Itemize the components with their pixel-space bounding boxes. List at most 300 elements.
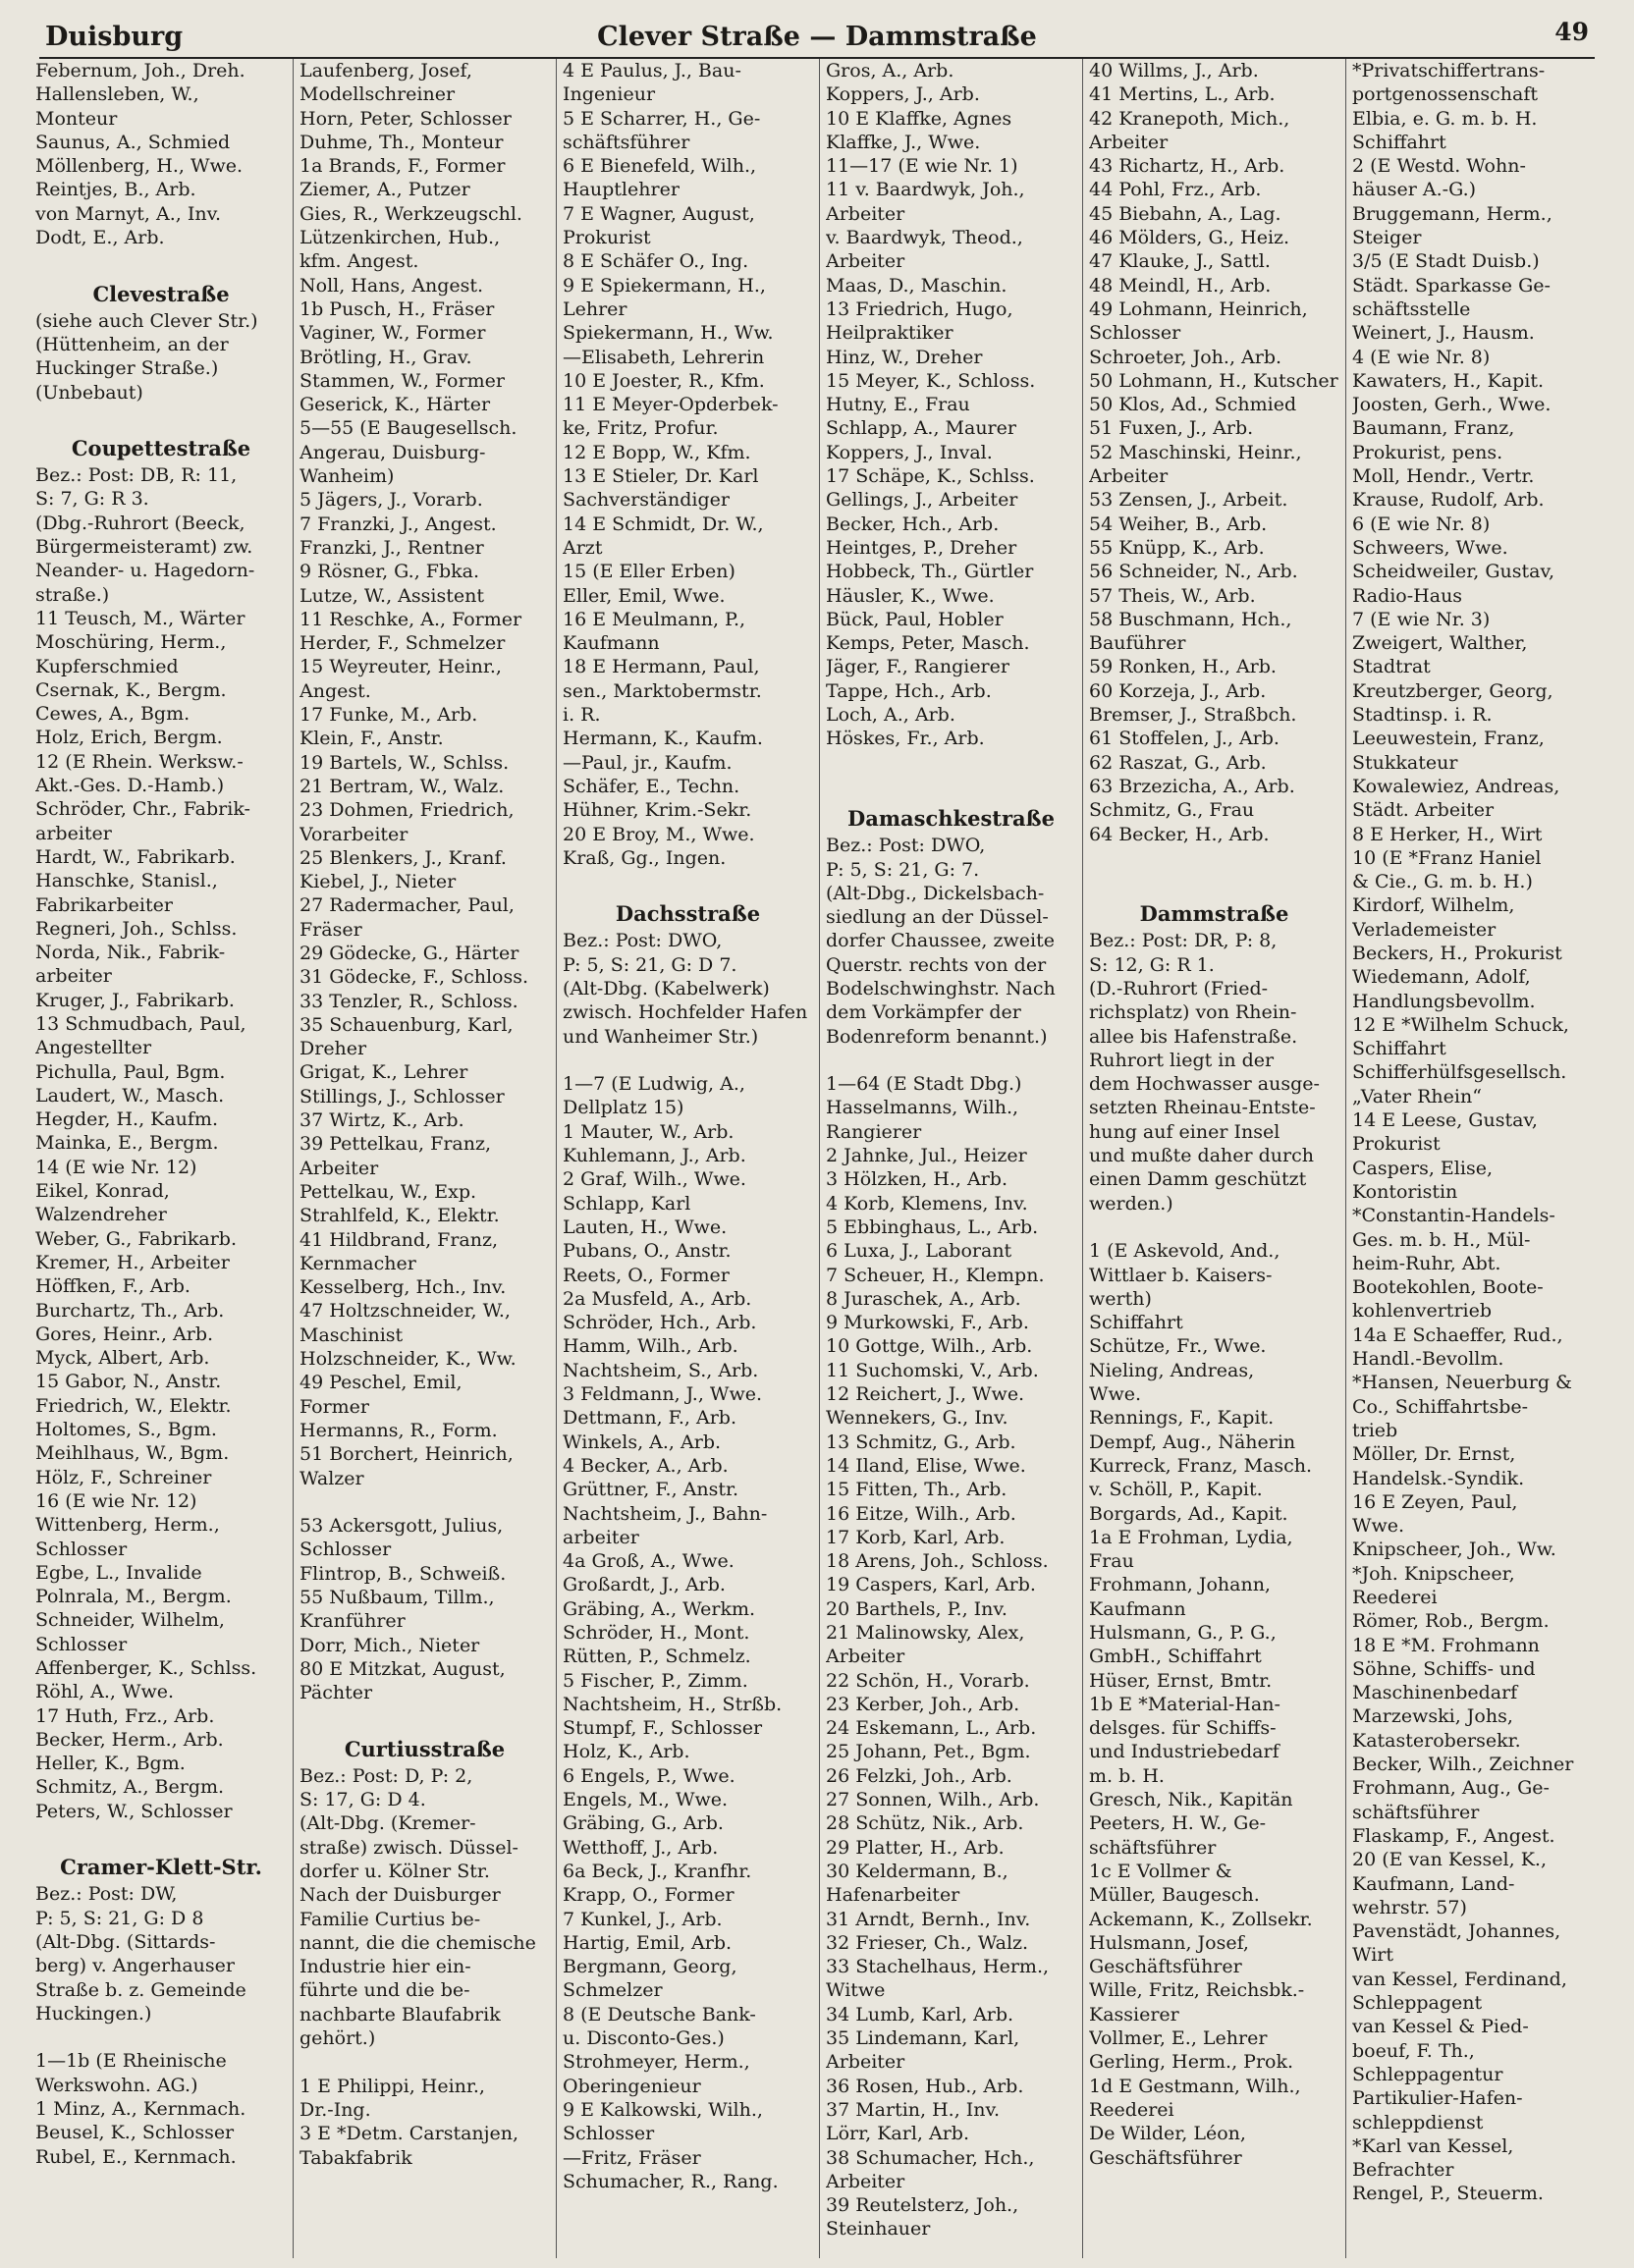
directory-entry: hung auf einer Insel (1089, 1120, 1280, 1143)
directory-entry: Dr.-Ing. (300, 2098, 371, 2121)
directory-entry: 11 E Meyer-Opderbek- (563, 394, 779, 416)
directory-entry: Zweigert, Walther, (1352, 632, 1528, 655)
directory-entry: 15 (E Eller Erben) (563, 561, 735, 583)
directory-entry: Möller, Dr. Ernst, (1352, 1443, 1516, 1466)
directory-entry: 15 Weyreuter, Heinr., (300, 656, 502, 678)
directory-entry: Walzer (300, 1467, 364, 1489)
directory-entry: Brötling, H., Grav. (300, 346, 472, 368)
directory-entry: 8 Juraschek, A., Arb. (826, 1287, 1021, 1310)
directory-entry: van Kessel & Pied- (1352, 2016, 1529, 2038)
spacer (1089, 870, 1339, 893)
column-5 (1082, 59, 1345, 2258)
spacer (826, 1049, 1076, 1072)
directory-entry: Schlosser (35, 1633, 128, 1655)
directory-entry: 54 Weiher, B., Arb. (1089, 513, 1268, 535)
directory-entry: Vorarbeiter (300, 823, 408, 845)
directory-entry: Beusel, K., Schlosser (35, 2122, 235, 2144)
directory-entry: Huckingen.) (35, 2002, 152, 2025)
directory-entry: 1 Mauter, W., Arb. (563, 1120, 735, 1143)
directory-entry: Dodt, E., Arb. (35, 227, 165, 249)
directory-entry: 64 Becker, H., Arb. (1089, 823, 1270, 845)
directory-entry: P: 5, S: 21, G: 7. (826, 858, 980, 881)
directory-entry: Leeuwestein, Franz, (1352, 728, 1545, 750)
directory-entry: Angestellter (35, 1037, 152, 1059)
directory-entry: 16 E Zeyen, Paul, (1352, 1490, 1518, 1513)
street-heading: Coupettestraße (71, 436, 251, 461)
directory-entry: 59 Ronken, H., Arb. (1089, 656, 1277, 678)
directory-entry: 5 E Scharrer, H., Ge- (563, 107, 761, 130)
directory-entry: i. R. (563, 704, 601, 727)
directory-entry: Kranführer (300, 1610, 406, 1633)
directory-entry: Hutny, E., Frau (826, 394, 970, 416)
directory-entry: 12 E Bopp, W., Kfm. (563, 441, 751, 463)
directory-entry: 56 Schneider, N., Arb. (1089, 561, 1298, 583)
directory-entry: 27 Radermacher, Paul, (300, 894, 515, 917)
directory-entry: Arbeiter (826, 2051, 905, 2074)
directory-entry: 13 Schmitz, G., Arb. (826, 1431, 1016, 1453)
spacer (35, 2025, 287, 2049)
directory-entry: Reederei (1352, 1587, 1438, 1608)
directory-entry: Marzewski, Johs, (1352, 1705, 1513, 1728)
directory-entry: Arbeiter (300, 1157, 379, 1179)
directory-entry: 19 Bartels, W., Schlss. (300, 751, 510, 774)
directory-entry: —Fritz, Fräser (563, 2146, 701, 2169)
directory-entry: 4a Groß, A., Wwe. (563, 1550, 735, 1573)
directory-entry: 4 (E wie Nr. 8) (1352, 346, 1491, 368)
directory-entry: Befrachter (1352, 2159, 1454, 2182)
directory-entry: 10 E Klaffke, Agnes (826, 107, 1012, 130)
directory-entry: 55 Knüpp, K., Arb. (1089, 536, 1265, 559)
directory-entry: Schlapp, Karl (563, 1192, 691, 1215)
directory-entry: Hegder, H., Kaufm. (35, 1108, 218, 1131)
directory-entry: 15 Fitten, Th., Arb. (826, 1479, 1008, 1501)
directory-entry: —Elisabeth, Lehrerin (563, 346, 765, 368)
directory-entry: Ziemer, A., Putzer (300, 179, 470, 201)
directory-entry: richsplatz) von Rhein- (1089, 1001, 1297, 1024)
directory-entry: Gros, A., Arb. (826, 60, 954, 81)
directory-entry: sen., Marktobermstr. (563, 679, 762, 702)
directory-entry: Hardt, W., Fabrikarb. (35, 845, 236, 868)
directory-entry: 5—55 (E Baugesellsch. (300, 417, 517, 440)
directory-entry: Steiger (1352, 227, 1422, 249)
directory-entry: Becker, Wilh., Zeichner (1352, 1754, 1574, 1776)
directory-entry: Straße b. z. Gemeinde (35, 1978, 246, 2001)
directory-entry: Huckinger Straße.) (35, 357, 219, 380)
directory-entry: Heilpraktiker (826, 322, 953, 345)
directory-entry: 9 E Kalkowski, Wilh., (563, 2098, 763, 2121)
directory-entry: Krapp, O., Former (563, 1884, 735, 1907)
directory-entry: Hallensleben, W., (35, 83, 199, 106)
directory-entry: Ackemann, K., Zollsekr. (1089, 1908, 1313, 1930)
spacer (35, 1823, 287, 1847)
page-header (39, 18, 1595, 59)
directory-entry: 18 E Hermann, Paul, (563, 656, 760, 678)
directory-entry: Hobbeck, Th., Gürtler (826, 561, 1034, 583)
directory-entry: Duhme, Th., Monteur (300, 131, 504, 153)
directory-entry: (Alt-Dbg. (Sittards- (35, 1930, 216, 1953)
directory-entry: straße) zwisch. Düssel- (300, 1836, 518, 1859)
directory-entry: 1a Brands, F., Former (300, 155, 506, 178)
directory-entry: Scheidweiler, Gustav, (1352, 561, 1555, 583)
column-4 (819, 59, 1082, 2258)
directory-entry: 2 Jahnke, Jul., Heizer (826, 1145, 1027, 1167)
directory-entry: 23 Kerber, Joh., Arb. (826, 1693, 1020, 1715)
directory-entry: S: 7, G: R 3. (35, 488, 149, 511)
directory-entry: Schäfer, E., Techn. (563, 775, 740, 797)
directory-entry: arbeiter (563, 1526, 639, 1548)
directory-entry: Monteur (35, 107, 118, 130)
directory-entry: 4 E Paulus, J., Bau- (563, 60, 741, 81)
directory-entry: (Hüttenheim, an der (35, 333, 229, 355)
directory-entry: Dettmann, F., Arb. (563, 1407, 736, 1430)
directory-entry: 35 Lindemann, Karl, (826, 2027, 1020, 2050)
directory-entry: Frau (1089, 1550, 1134, 1573)
directory-entry: 49 Lohmann, Heinrich, (1089, 297, 1308, 320)
directory-entry: Winkels, A., Arb. (563, 1431, 722, 1453)
directory-entry: 34 Lumb, Karl, Arb. (826, 2003, 1014, 2025)
directory-entry: und Wanheimer Str.) (563, 1025, 759, 1048)
directory-entry: (Unbebaut) (35, 381, 143, 404)
directory-entry: Gräbing, G., Arb. (563, 1812, 724, 1835)
directory-entry: Schütze, Fr., Wwe. (1089, 1335, 1267, 1358)
directory-entry: 14 E Leese, Gustav, (1352, 1109, 1538, 1132)
directory-entry: 17 Schäpe, K., Schlss. (826, 465, 1035, 488)
directory-entry: 6 Luxa, J., Laborant (826, 1240, 1012, 1263)
directory-entry: Stammen, W., Former (300, 369, 505, 392)
directory-entry: 47 Holtzschneider, W., (300, 1300, 511, 1323)
directory-entry: 5 Jägers, J., Vorarb. (300, 489, 483, 512)
directory-entry: Egbe, L., Invalide (35, 1561, 202, 1584)
directory-entry: 10 (E *Franz Haniel (1352, 846, 1542, 869)
directory-entry: Schmitz, G., Frau (1089, 799, 1255, 822)
directory-entry: Eikel, Konrad, (35, 1180, 170, 1203)
street-heading: Dammstraße (1139, 901, 1289, 927)
directory-entry: heim-Ruhr, Abt. (1352, 1252, 1501, 1274)
directory-entry: Hauptlehrer (563, 179, 680, 201)
directory-entry: 9 Murkowski, F., Arb. (826, 1312, 1029, 1334)
directory-entry: setzten Rheinau-Entste- (1089, 1097, 1316, 1119)
directory-entry: 25 Johann, Pet., Bgm. (826, 1741, 1031, 1763)
directory-entry: Röhl, A., Wwe. (35, 1681, 175, 1703)
directory-entry: Bez.: Post: DB, R: 11, (35, 464, 238, 487)
directory-entry: Noll, Hans, Angest. (300, 274, 484, 297)
directory-entry: Heintges, P., Dreher (826, 536, 1017, 559)
directory-entry: (D.-Ruhrort (Fried- (1089, 977, 1269, 999)
directory-entry: 12 Reichert, J., Wwe. (826, 1383, 1025, 1406)
directory-entry: Tappe, Hch., Arb. (826, 679, 992, 702)
directory-entry: Kemps, Peter, Masch. (826, 632, 1030, 655)
directory-entry: Schroeter, Joh., Arb. (1089, 346, 1282, 368)
spacer (826, 751, 1076, 775)
page-number: 49 (1554, 18, 1589, 46)
directory-entry: 47 Klauke, J., Sattl. (1089, 250, 1271, 273)
directory-entry: Peters, W., Schlosser (35, 1800, 233, 1822)
directory-entry: 31 Arndt, Bernh., Inv. (826, 1908, 1031, 1930)
directory-entry: 3 Feldmann, J., Wwe. (563, 1383, 762, 1406)
directory-entry: Radio-Haus (1352, 584, 1463, 607)
directory-entry: zwisch. Hochfelder Hafen (563, 1001, 808, 1024)
spacer (300, 2050, 550, 2074)
directory-entry: Höffken, F., Arb. (35, 1275, 191, 1298)
directory-entry: 27 Sonnen, Wilh., Arb. (826, 1789, 1040, 1811)
directory-entry: Gores, Heinr., Arb. (35, 1323, 214, 1345)
directory-entry: wehrstr. 57) (1352, 1896, 1467, 1918)
directory-entry: (Alt-Dbg. (Kabelwerk) (563, 977, 770, 999)
street-heading: Clevestraße (92, 281, 230, 306)
directory-entry: Friedrich, W., Elektr. (35, 1394, 232, 1417)
directory-entry: Gräbing, A., Werkm. (563, 1597, 756, 1620)
directory-entry: Kremer, H., Arbeiter (35, 1251, 230, 1273)
directory-entry: 44 Pohl, Frz., Arb. (1089, 179, 1262, 201)
header-street-range: Clever Straße — Dammstraße (597, 22, 1037, 52)
directory-entry: Schlosser (1089, 322, 1181, 345)
directory-entry: Kiebel, J., Nieter (300, 871, 457, 893)
directory-entry: 11—17 (E wie Nr. 1) (826, 155, 1018, 178)
directory-entry: Wanheim) (300, 465, 395, 488)
column-3 (556, 59, 819, 2258)
directory-entry: berg) v. Angerhauser (35, 1955, 235, 1977)
directory-entry: Hulsmann, G., P. G., (1089, 1622, 1277, 1644)
directory-entry: Borgards, Ad., Kapit. (1089, 1502, 1288, 1525)
directory-entry: 13 Friedrich, Hugo, (826, 297, 1013, 320)
directory-entry: schäftsführer (1352, 1801, 1480, 1823)
directory-entry: Bremser, J., Straßbch. (1089, 704, 1297, 727)
directory-entry: Arbeiter (826, 202, 905, 225)
directory-entry: Römer, Rob., Bergm. (1352, 1610, 1550, 1633)
spacer (300, 1704, 550, 1728)
directory-entry: Angest. (300, 679, 371, 702)
directory-entry: 2 (E Westd. Wohn- (1352, 155, 1526, 178)
directory-entry: 53 Zensen, J., Arbeit. (1089, 489, 1288, 512)
directory-entry: 26 Felzki, Joh., Arb. (826, 1764, 1012, 1787)
directory-entry: 11 Teusch, M., Wärter (35, 607, 245, 629)
directory-entry: 11 v. Baardwyk, Joh., (826, 179, 1025, 201)
directory-entry: 3 Hölzken, H., Arb. (826, 1168, 1008, 1191)
directory-entry: 39 Pettelkau, Franz, (300, 1133, 492, 1156)
directory-entry: portgenossenschaft (1352, 83, 1539, 106)
directory-entry: Frohmann, Aug., Ge- (1352, 1777, 1550, 1800)
directory-entry: Akt.-Ges. D.-Hamb.) (35, 775, 225, 797)
directory-entry: 7 Scheuer, H., Klempn. (826, 1264, 1045, 1286)
directory-entry: Flintrop, B., Schweiß. (300, 1562, 507, 1585)
directory-entry: 1 (E Askevold, And., (1089, 1240, 1280, 1263)
directory-entry: Kuhlemann, J., Arb. (563, 1145, 746, 1167)
directory-entry: 57 Theis, W., Arb. (1089, 584, 1256, 607)
directory-entry: Nach der Duisburger (300, 1884, 501, 1907)
street-heading: Dachsstraße (615, 901, 761, 927)
directory-entry: Klein, F., Anstr. (300, 728, 444, 750)
directory-entry: Kassierer (1089, 2003, 1179, 2025)
directory-entry: 50 Klos, Ad., Schmied (1089, 394, 1297, 416)
directory-entry: Wwe. (1352, 1515, 1405, 1538)
directory-entry: Kurreck, Franz, Masch. (1089, 1454, 1313, 1477)
directory-entry: trieb (1352, 1419, 1398, 1441)
directory-entry: 31 Gödecke, F., Schloss. (300, 966, 529, 989)
directory-entry: Elbia, e. G. m. b. H. (1352, 107, 1538, 130)
directory-entry: Kowalewiez, Andreas, (1352, 775, 1560, 797)
directory-entry: schäftsführer (563, 131, 690, 153)
directory-entry: De Wilder, Léon, (1089, 2123, 1246, 2145)
directory-entry: Fräser (300, 918, 362, 941)
directory-entry: Bauführer (1089, 632, 1186, 655)
directory-entry: 3/5 (E Stadt Duisb.) (1352, 250, 1540, 273)
directory-entry: Kawaters, H., Kapit. (1352, 369, 1545, 392)
directory-entry: Rubel, E., Kernmach. (35, 2145, 237, 2168)
directory-entry: Schmelzer (563, 1979, 663, 2002)
spacer (563, 1049, 813, 1072)
directory-entry: dorfer u. Kölner Str. (300, 1860, 490, 1882)
directory-entry: 41 Mertins, L., Arb. (1089, 83, 1276, 106)
directory-entry: 21 Bertram, W., Walz. (300, 775, 505, 797)
directory-entry: Mainka, E., Bergm. (35, 1132, 219, 1155)
directory-entry: Großardt, J., Arb. (563, 1574, 726, 1596)
directory-entry: *Joh. Knipscheer, (1352, 1562, 1515, 1585)
directory-entry: 18 Arens, Joh., Schloss. (826, 1550, 1049, 1573)
directory-entry: Gerling, Herm., Prok. (1089, 2051, 1294, 2074)
directory-entry: Schmitz, A., Bergm. (35, 1776, 225, 1799)
directory-entry: Laufenberg, Josef, (300, 60, 472, 81)
directory-entry: 41 Hildbrand, Franz, (300, 1228, 499, 1251)
directory-entry: *Karl van Kessel, (1352, 2134, 1514, 2157)
directory-entry: Hermann, K., Kaufm. (563, 728, 763, 750)
directory-entry: Pettelkau, W., Exp. (300, 1180, 477, 1203)
directory-entry: 14a E Schaeffer, Rud., (1352, 1323, 1563, 1346)
directory-entry: Wwe. (1089, 1383, 1142, 1406)
directory-entry: 18 E *M. Frohmann (1352, 1634, 1540, 1656)
directory-entry: Bootekohlen, Boote- (1352, 1276, 1544, 1299)
directory-entry: 63 Brzezicha, A., Arb. (1089, 775, 1295, 797)
directory-entry: einen Damm geschützt (1089, 1168, 1307, 1191)
directory-entry: Beckers, H., Prokurist (1352, 942, 1562, 964)
directory-entry: nachbarte Blaufabrik (300, 2003, 501, 2025)
directory-entry: Ruhrort liegt in der (1089, 1049, 1275, 1071)
directory-entry: Nachtsheim, J., Bahn- (563, 1502, 768, 1525)
directory-entry: 15 Meyer, K., Schloss. (826, 369, 1036, 392)
directory-entry: Möllenberg, H., Wwe. (35, 155, 244, 178)
directory-entry: 1 Minz, A., Kernmach. (35, 2098, 246, 2121)
directory-entry: Stillings, J., Schlosser (300, 1085, 505, 1107)
directory-entry: Cewes, A., Bgm. (35, 703, 191, 726)
directory-entry: 1c E Vollmer & (1089, 1860, 1232, 1882)
directory-entry: Eller, Emil, Wwe. (563, 584, 726, 607)
directory-entry: P: 5, S: 21, G: D 7. (563, 953, 737, 976)
directory-entry: 8 E Schäfer O., Ing. (563, 250, 749, 273)
directory-entry: Pubans, O., Anstr. (563, 1240, 732, 1263)
directory-entry: *Privatschiffertrans- (1352, 60, 1546, 81)
directory-entry: *Hansen, Neuerburg & (1352, 1372, 1572, 1394)
directory-entry: Schlosser (35, 1538, 128, 1560)
directory-entry: Kaufmann (563, 632, 660, 655)
directory-entry: Herder, F., Schmelzer (300, 632, 506, 655)
directory-entry: Heller, K., Bgm. (35, 1753, 186, 1775)
directory-entry: Kaufmann, Land- (1352, 1872, 1515, 1895)
directory-entry: Bez.: Post: D, P: 2, (300, 1764, 473, 1787)
spacer (1089, 1215, 1339, 1239)
directory-entry: 29 Platter, H., Arb. (826, 1836, 1005, 1859)
directory-entry: 37 Martin, H., Inv. (826, 2098, 1001, 2121)
directory-entry: Jäger, F., Rangierer (826, 656, 1009, 678)
directory-entry: Hermanns, R., Form. (300, 1419, 498, 1441)
directory-entry: Rütten, P., Schmelz. (563, 1646, 751, 1668)
directory-entry: Querstr. rechts von der (826, 953, 1047, 976)
directory-entry: Polnrala, M., Bergm. (35, 1586, 232, 1608)
directory-entry: Bodenreform benannt.) (826, 1025, 1048, 1048)
directory-entry: Geschäftsführer (1089, 1956, 1242, 1978)
directory-columns (29, 59, 1610, 2258)
directory-entry: 37 Wirtz, K., Arb. (300, 1109, 464, 1132)
directory-entry: Krause, Rudolf, Arb. (1352, 489, 1545, 512)
spacer (1089, 846, 1339, 870)
directory-entry: Pavenstädt, Johannes, (1352, 1920, 1561, 1943)
directory-entry: Schleppagentur (1352, 2063, 1503, 2085)
directory-entry: 10 E Joester, R., Kfm. (563, 369, 765, 392)
directory-entry: 33 Tenzler, R., Schloss. (300, 990, 518, 1012)
directory-entry: Kaufmann (1089, 1597, 1186, 1620)
directory-entry: Holtomes, S., Bgm. (35, 1419, 217, 1441)
directory-entry: Handlungsbevollm. (1352, 990, 1536, 1012)
directory-entry: Prokurist, pens. (1352, 441, 1503, 463)
directory-entry: Rengel, P., Steuerm. (1352, 2183, 1544, 2205)
directory-entry: Hanschke, Stanisl., (35, 870, 218, 892)
directory-entry: 7 Kunkel, J., Arb. (563, 1908, 723, 1930)
directory-entry: Kesselberg, Hch., Inv. (300, 1276, 507, 1299)
directory-entry: werden.) (1089, 1192, 1173, 1215)
directory-entry: 80 E Mitzkat, August, (300, 1657, 506, 1680)
directory-entry: 40 Willms, J., Arb. (1089, 60, 1259, 81)
directory-entry: Bruggemann, Herm., (1352, 202, 1552, 225)
directory-entry: 1d E Gestmann, Wilh., (1089, 2075, 1301, 2097)
spacer (563, 870, 813, 893)
directory-entry: gehört.) (300, 2027, 376, 2050)
directory-entry: 17 Huth, Frz., Arb. (35, 1704, 215, 1727)
directory-entry: 6 E Bienefeld, Wilh., (563, 155, 757, 178)
directory-entry: 4 Korb, Klemens, Inv. (826, 1192, 1028, 1215)
directory-entry: 1 E Philippi, Heinr., (300, 2075, 485, 2097)
directory-entry: Häusler, K., Wwe. (826, 584, 995, 607)
directory-entry: 17 Korb, Karl, Arb. (826, 1526, 1006, 1548)
directory-entry: Söhne, Schiffs- und (1352, 1657, 1536, 1680)
directory-entry: Gresch, Nik., Kapitän (1089, 1789, 1293, 1811)
directory-entry: Franzki, J., Rentner (300, 536, 484, 559)
directory-entry: 36 Rosen, Hub., Arb. (826, 2075, 1024, 2097)
directory-entry: GmbH., Schiffahrt (1089, 1646, 1262, 1668)
directory-entry: Schweers, Wwe. (1352, 536, 1508, 559)
directory-entry: Tabakfabrik (300, 2146, 412, 2169)
directory-entry: Kernmacher (300, 1252, 416, 1274)
directory-entry: 4 Becker, A., Arb. (563, 1454, 729, 1477)
directory-entry: Stumpf, F., Schlosser (563, 1717, 763, 1740)
directory-entry: 30 Keldermann, B., (826, 1860, 1008, 1882)
directory-entry: Weber, G., Fabrikarb. (35, 1227, 237, 1250)
directory-entry: 50 Lohmann, H., Kutscher (1089, 369, 1338, 392)
directory-entry: Arbeiter (826, 2170, 905, 2192)
directory-entry: Dempf, Aug., Näherin (1089, 1431, 1296, 1453)
directory-entry: Bürgermeisteramt) zw. (35, 536, 253, 559)
directory-entry: Vollmer, E., Lehrer (1089, 2027, 1268, 2050)
directory-entry: *Constantin-Handels- (1352, 1205, 1555, 1227)
directory-entry: 19 Caspers, Karl, Arb. (826, 1574, 1036, 1596)
directory-entry: —Paul, jr., Kaufm. (563, 751, 733, 774)
directory-entry: 9 E Spiekermann, H., (563, 274, 766, 297)
directory-entry: Bergmann, Georg, (563, 1956, 737, 1978)
directory-entry: Rangierer (826, 1120, 922, 1143)
directory-entry: Febernum, Joh., Dreh. (35, 60, 245, 81)
directory-entry: Hühner, Krim.-Sekr. (563, 799, 752, 822)
directory-entry: 39 Reutelsterz, Joh., (826, 2194, 1019, 2217)
directory-entry: (Alt-Dbg., Dickelsbach- (826, 882, 1045, 904)
directory-entry: 6 (E wie Nr. 8) (1352, 513, 1491, 535)
directory-entry: Schlosser (563, 2123, 655, 2145)
